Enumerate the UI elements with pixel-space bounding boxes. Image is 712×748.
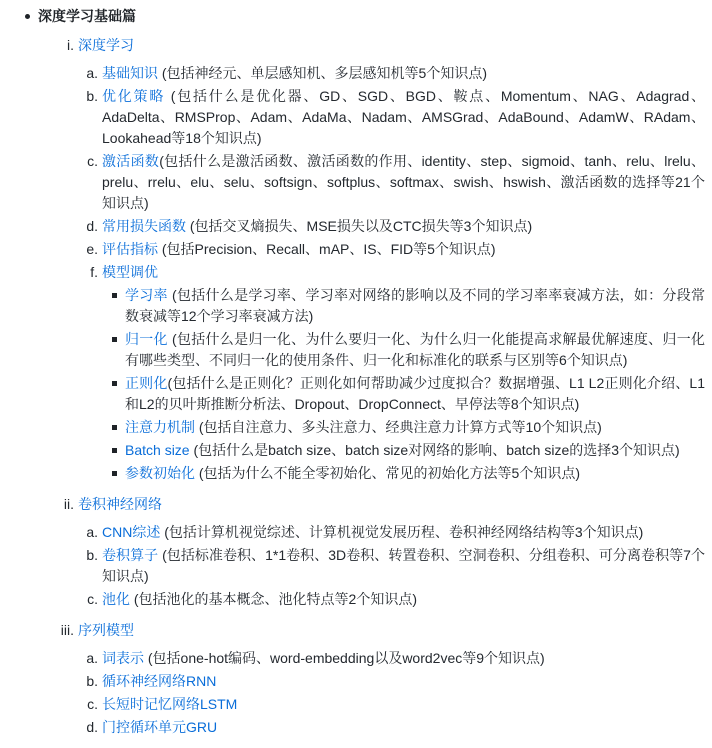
subtopic-item (125, 329, 705, 371)
topic-marker: c. (87, 696, 98, 712)
square-bullet-icon (112, 337, 117, 342)
subtopic-link[interactable]: 正则化 (125, 375, 168, 391)
outline-root-item (38, 6, 705, 738)
topic-marker: c. (87, 591, 98, 607)
topic-row (87, 589, 705, 610)
topic-description: (包括神经元、单层感知机、多层感知机等5个知识点) (158, 65, 487, 81)
section-title-row (67, 35, 705, 56)
topic-row (86, 239, 705, 260)
subtopic-row (125, 440, 705, 461)
topic-item (86, 648, 705, 669)
square-bullet-icon (112, 448, 117, 453)
topic-link[interactable]: 长短时记忆网络LSTM (102, 696, 238, 712)
section-item (67, 35, 706, 484)
subtopics-list (125, 285, 705, 484)
square-bullet-icon (112, 471, 117, 476)
subtopic-link[interactable]: Batch size (125, 442, 190, 458)
topic-marker: b. (86, 88, 98, 104)
topic-item (86, 522, 705, 543)
topic-item (90, 262, 705, 484)
topic-row (87, 151, 705, 214)
topic-marker: e. (86, 241, 98, 257)
subtopic-row (125, 373, 705, 415)
topic-link[interactable]: 池化 (102, 591, 130, 607)
topic-row (86, 671, 705, 692)
subtopic-item (125, 417, 705, 438)
topic-marker: f. (90, 264, 98, 280)
topic-item (86, 216, 705, 237)
subtopic-description: (包括什么是学习率、学习率对网络的影响以及不同的学习率率衰减方法，如：分段常数衰减等12个学习率衰减方法) (125, 287, 705, 324)
subtopic-link[interactable]: 归一化 (125, 331, 168, 347)
section-title-row (63, 494, 705, 515)
topic-marker: d. (86, 218, 98, 234)
topic-row (90, 262, 705, 283)
subtopic-item (125, 373, 705, 415)
subtopic-row (125, 417, 705, 438)
subtopic-description: (包括什么是batch size、batch size对网络的影响、batch size的选择3个知识点) (189, 442, 680, 458)
subtopic-description: (包括自注意力、多头注意力、经典注意力计算方式等10个知识点) (195, 419, 602, 435)
topic-description: (包括什么是激活函数、激活函数的作用、identity、step、sigmoid、tanh、relu、lrelu、prelu、rrelu、elu、selu、softsign、softplus、softmax、swish、hswish、激活函数的选择等21个知识点) (102, 153, 705, 211)
topic-link[interactable]: 模型调优 (102, 264, 158, 280)
subtopic-link[interactable]: 参数初始化 (125, 465, 195, 481)
section-marker: i. (67, 37, 74, 53)
topic-item (87, 151, 705, 214)
section-marker: ii. (63, 496, 74, 512)
topic-description: (包括池化的基本概念、池化特点等2个知识点) (130, 591, 417, 607)
square-bullet-icon (112, 293, 117, 298)
topic-row (86, 545, 705, 587)
subtopic-item (125, 463, 705, 484)
topic-marker: a. (86, 65, 98, 81)
subtopic-link[interactable]: 学习率 (125, 287, 168, 303)
section-item (63, 494, 705, 610)
outline-root (0, 6, 705, 738)
topic-marker: c. (87, 153, 98, 169)
section-link[interactable]: 深度学习 (78, 37, 134, 53)
section-title-row (60, 620, 705, 641)
section-marker: iii. (60, 622, 74, 638)
subtopic-item (125, 285, 705, 327)
subtopic-row (125, 285, 705, 327)
topic-marker: b. (86, 673, 98, 689)
topic-item (86, 545, 705, 587)
topic-description: (包括标准卷积、1*1卷积、3D卷积、转置卷积、空洞卷积、分组卷积、可分离卷积等7个知识点) (102, 547, 705, 584)
topic-row (86, 86, 706, 149)
topic-item (86, 671, 705, 692)
topics-list (86, 522, 705, 610)
subtopic-row (125, 463, 705, 484)
topic-item (86, 86, 706, 149)
topic-row (86, 63, 705, 84)
topic-link[interactable]: 常用损失函数 (102, 218, 186, 234)
topic-row (86, 522, 705, 543)
topic-link[interactable]: 评估指标 (102, 241, 158, 257)
topic-description: (包括什么是优化器、GD、SGD、BGD、鞍点、Momentum、NAG、Adagrad、AdaDelta、RMSProp、Adam、AdaMa、Nadam、AMSGrad、AdaBound、AdamW、RAdam、Lookahead等18个知识点) (102, 88, 706, 146)
subtopic-link[interactable]: 注意力机制 (125, 419, 195, 435)
topic-description: (包括one-hot编码、word-embedding以及word2vec等9个知识点) (144, 650, 545, 666)
subtopic-description: (包括为什么不能全零初始化、常见的初始化方法等5个知识点) (195, 465, 580, 481)
subtopic-item (125, 440, 705, 461)
topic-link[interactable]: CNN综述 (102, 524, 161, 540)
topics-list (86, 63, 706, 484)
topic-description: (包括计算机视觉综述、计算机视觉发展历程、卷积神经网络结构等3个知识点) (160, 524, 644, 540)
topic-description: (包括交叉熵损失、MSE损失以及CTC损失等3个知识点) (186, 218, 533, 234)
topic-marker: d. (86, 719, 98, 735)
disc-bullet-icon (25, 14, 30, 19)
topic-item (87, 694, 705, 715)
square-bullet-icon (112, 381, 117, 386)
topic-item (86, 717, 705, 738)
topic-item (86, 239, 705, 260)
sections-list (60, 35, 706, 738)
section-link[interactable]: 序列模型 (78, 622, 134, 638)
topic-marker: a. (86, 650, 98, 666)
topic-link[interactable]: 门控循环单元GRU (102, 719, 218, 735)
subtopic-row (125, 329, 705, 371)
topic-item (87, 589, 705, 610)
topic-link[interactable]: 优化策略 (102, 88, 166, 104)
section-link[interactable]: 卷积神经网络 (78, 496, 162, 512)
topic-link[interactable]: 卷积算子 (102, 547, 159, 563)
square-bullet-icon (112, 425, 117, 430)
subtopic-description: (包括什么是归一化、为什么要归一化、为什么归一化能提高求解最优解速度、归一化有哪些类型、不同归一化的使用条件、归一化和标准化的联系与区别等6个知识点) (125, 331, 705, 368)
topic-link[interactable]: 词表示 (102, 650, 144, 666)
topic-row (86, 648, 705, 669)
topic-row (86, 216, 705, 237)
topic-marker: b. (86, 547, 98, 563)
topic-description: (包括Precision、Recall、mAP、IS、FID等5个知识点) (158, 241, 496, 257)
section-item (60, 620, 705, 738)
topic-item (86, 63, 705, 84)
topics-list (86, 648, 705, 738)
topic-link[interactable]: 激活函数 (102, 153, 160, 169)
topic-link[interactable]: 基础知识 (102, 65, 158, 81)
topic-marker: a. (86, 524, 98, 540)
topic-row (86, 717, 705, 738)
page-title: 深度学习基础篇 (38, 8, 136, 24)
subtopic-description: (包括什么是正则化？正则化如何帮助减少过度拟合？数据增强、L1 L2正则化介绍、L1和L2的贝叶斯推断分析法、Dropout、DropConnect、早停法等8个知识点) (125, 375, 705, 412)
topic-row (87, 694, 705, 715)
topic-link[interactable]: 循环神经网络RNN (102, 673, 217, 689)
